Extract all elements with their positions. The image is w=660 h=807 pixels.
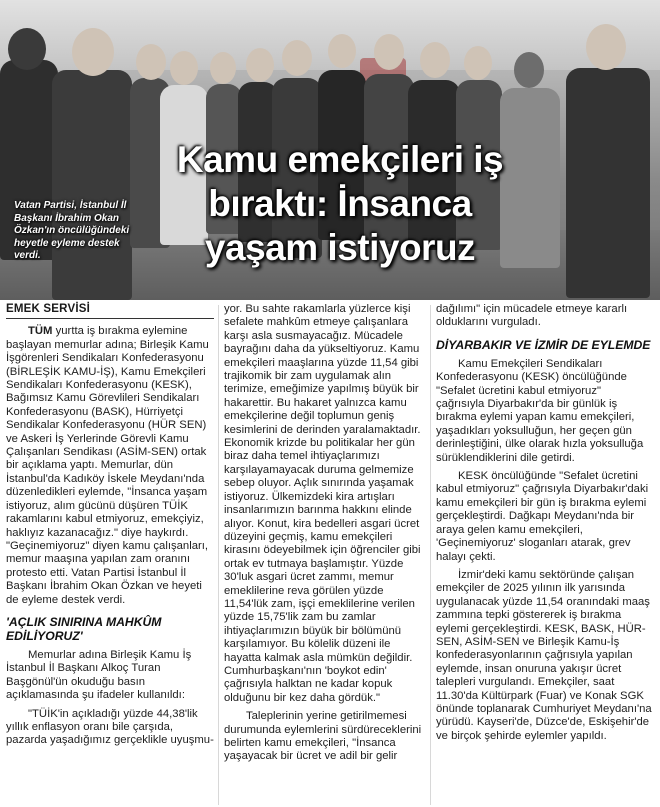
column-divider [430, 305, 431, 805]
paragraph: yor. Bu sahte rakamlarla yüzlerce kişi sefalete mahkûm etmeye çalışanlara karşı asla susmayacağız. Mücadele bayrağını daha da yükseltiyoruz. Kamu emekçileri maaşlarına yüzde 11,54 gibi trajikomik bir zam uygulamak alın terimize, emeğimize yapılmış büyük bir hakarettir. Bu hakaret yalnızca kamu emekçilerine değil toplumun geniş kesimlerini de derinden yaralamaktadır. Ekonomik krizde bu politikalar her gün biraz daha temel ihtiyaçlarımızı karşılayamayacak duruma gelmemize sebep oluyor. Açlık sınırında yaşamak istiyoruz. Ülkemizdeki kira artışları insanlarımızın barınma hakkını elinde alıyor. Konut, kira bedelleri asgari ücret düzeyini geçmiş, kamu emekçileri kirasını ödeyebilmek için öğrenciler gibi ortak ev tutmaya başlamıştır. Yüzde 30'luk asgari ücret zammı, memur emeklilerine reva görülen yüzde 11,54'lük zam, işçi emeklilerine verilen yüzde 15,75'lik zam bu zamlar ihtiyaçlarımızın büyük bir bölümünü karşılamıyor. Bu kölelik düzeni ile hayatta kalmak asla mümkün değildir. Cumhurbaşkanı'nın 'boykot edin' çağrısıyla halktan ne kadar kopuk olduğunu bir kez daha gördük." [224, 303, 421, 704]
subheading: DİYARBAKIR VE İZMİR DE EYLEMDE [436, 337, 651, 352]
article-column-1 [6, 303, 214, 748]
article-column-2 [224, 303, 426, 764]
paragraph [6, 325, 214, 607]
paragraph: Kamu Emekçileri Sendikaları Konfederasyonu (KESK) öncülüğünde "Sefalet ücretini kabul etmiyoruz" çağrısıyla Diyarbakır'da bir günlük iş bırakma eylemi yapan kamu emekçileri, yaşadıkları yoksulluğun, her geçen gün derinleştiğini, ülke olarak hızla yoksulluğa sürüklendiklerini dile getirdi. [436, 357, 644, 464]
lead-word: TÜM [28, 325, 53, 338]
paragraph: KESK öncülüğünde "Sefalet ücretini kabul etmiyoruz" çağrısıyla Diyarbakır'daki kamu emekçileri bir gün iş bırakma eylemi gerçekleştirdi. Dağkapı Meydanı'nda bir araya gelen kamu emekçileri, 'Geçinemiyoruz' sloganları atarak, grev halayı çekti. [436, 470, 649, 563]
paragraph: Taleplerinin yerine getirilmemesi durumunda eylemlerini sürdüreceklerini belirten kamu emekçileri, "İnsanca yaşayacak bir ücret ve adil bir gelir [224, 710, 422, 763]
column-divider [218, 305, 219, 805]
byline: EMEK SERVİSİ [6, 303, 214, 319]
subheading: 'AÇLIK SINIRINA MAHKÛM EDİLİYORUZ' [6, 614, 162, 643]
article-column-3 [436, 303, 652, 743]
paragraph: İzmir'deki kamu sektöründe çalışan emekçiler de 2025 yılının ilk yarısında uygulanacak yüzde 11,54 oranındaki maaş zammına tepki göstererek iş bırakma eylemi gerçekleştirdi. KESK, BASK, HÜR-SEN, ASİM-SEN ve Birleşik Kamu-İş konfederasyonlarının çağrısıyla yapılan eylemde, insan onuruna yakışır ücret talepleri vurgulandı. Emekçiler, saat 11.30'da Kültürpark (Fuar) ve Konak SGK önünde toplanarak Cumhuriyet Meydanı'na yürüdü. Kayseri'de, Düzce'de, Eskişehir'de ve birçok şehirde eylemler yapıldı. [436, 568, 652, 742]
paragraph-text: yurtta iş bırakma eylemine başlayan memurlar adına; Birleşik Kamu İşgörenleri Sendikaları Konfederasyonu (BİRLEŞİK KAMU-İŞ), Kamu Emekçileri Sendikaları Konfederasyonu (KESK), Bağımsız Kamu Görevlileri Sendikaları Konfederasyonu (BASK), Hürriyetçi Sendikalar Konfederasyonu (HÜR SEN) ve Askeri İş Yerlerinde Görevli Kamu Çalışanları Sendikası (ASİM-SEN) ortak bir açıklama yaptı. Memurlar, dün İstanbul'da Kadıköy İskele Meydanı'nda düzenledikleri eylemde, "İnsanca yaşam istiyoruz, alım gücünü düşüren TÜİK rakamlarını kabul etmiyoruz, emekçiyiz, haklıyız kazanacağız." diye haykırdı. "Geçinemiyoruz" diyen kamu çalışanları, memur maaşına yapılan zam oranını protesto etti. Vatan Partisi İstanbul İl Başkanı İbrahim Okan Özkan ve heyeti de eyleme destek verdi. [6, 325, 209, 606]
photo-caption: Vatan Partisi, İstanbul İl Başkanı İbrahim Okan Özkan'ın öncülüğündeki heyetle eyleme destek verdi. [14, 200, 130, 261]
protest-photo [0, 0, 660, 300]
paragraph: "TÜİK'in açıkladığı yüzde 44,38'lik yıllık enflasyon oranı bile çarşıda, pazarda yaşadığımız gerçeklikle uyuşmu- [6, 707, 214, 747]
article-headline: Kamu emekçileri iş bıraktı: İnsanca yaşam istiyoruz [176, 139, 504, 268]
paragraph: dağılımı" için mücadele etmeye kararlı olduklarını vurguladı. [436, 303, 628, 329]
paragraph: Memurlar adına Birleşik Kamu İş İstanbul İl Başkanı Alkoç Turan Başgönül'ün okuduğu basın açıklamasında şu ifadeler kullanıldı: [6, 648, 192, 702]
